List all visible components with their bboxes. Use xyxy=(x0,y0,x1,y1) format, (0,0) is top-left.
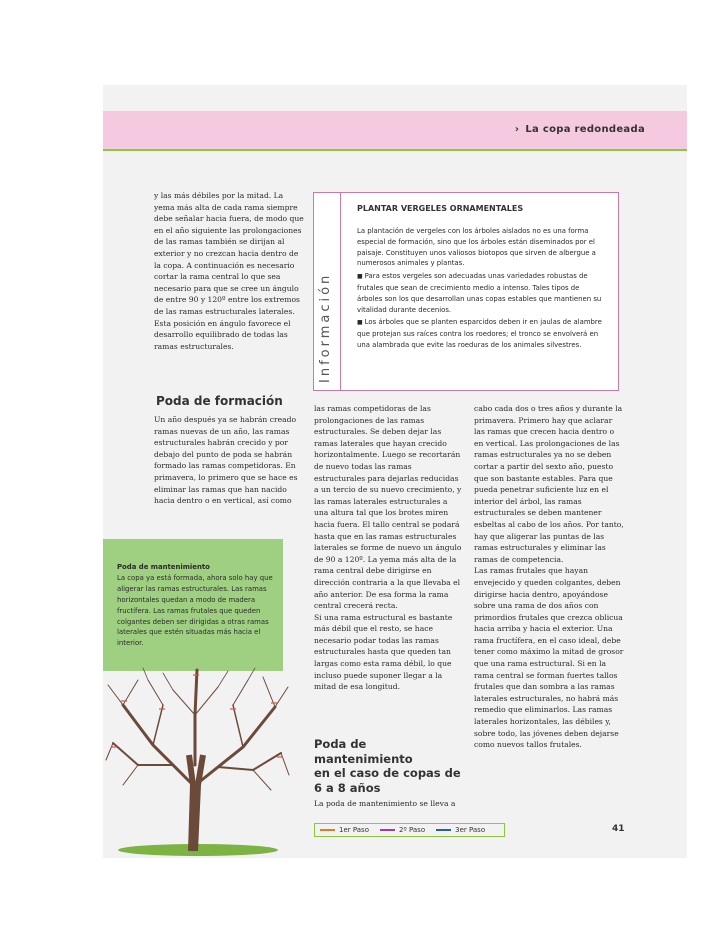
heading-line: mantenimiento xyxy=(314,751,413,766)
legend-label: 1er Paso xyxy=(339,826,369,834)
caption-box xyxy=(103,539,283,671)
formacion-paragraph: Si una rama estructural es bastante más débil que el resto, se hace necesario podar todas las ramas estructurales hasta que queden tan largas como esta rama débil, lo que incluso puede suponer llegar a la mitad de esa longitud. xyxy=(314,612,453,692)
bullet-icon: ■ xyxy=(357,273,363,281)
legend-label: 2º Paso xyxy=(399,826,426,834)
info-bullet-text: Para estos vergeles son adecuadas unas variedades robustas de frutales que sean de crecimiento medio a intenso. Tales tipos de árboles son los que desarrollan unas copas estables que mantienen su vitalidad durante decenios. xyxy=(357,272,602,314)
legend-bar xyxy=(314,823,505,837)
caption-text xyxy=(117,562,277,649)
chevron-right-icon: › xyxy=(514,124,520,135)
bullet-icon: ■ xyxy=(357,319,363,327)
info-bullet-text: Los árboles que se planten esparcidos deben ir en jaulas de alambre que protejan sus raíces contra los roedores; el tronco se envolverá en una alambrada que evite las roeduras de los animales silvestres. xyxy=(357,318,602,349)
formacion-column-2 xyxy=(314,403,462,693)
heading-poda-mantenimiento xyxy=(314,737,461,795)
legend-item xyxy=(320,826,369,834)
section-title xyxy=(515,124,645,135)
info-side-band xyxy=(314,193,341,390)
book-page xyxy=(103,85,687,858)
heading-poda-formacion: Poda de formación xyxy=(156,394,283,408)
legend-swatch xyxy=(320,829,335,831)
tree-trunk xyxy=(189,755,203,851)
heading-line: Poda de xyxy=(314,737,367,751)
legend-label: 3er Paso xyxy=(455,826,486,834)
legend-item xyxy=(380,826,425,834)
column-3-paragraph: Las ramas frutales que hayan envejecido y queden colgantes, deben dirigirse hacia dentro, apoyándose sobre una rama de dos años con primordios frutales que crezca oblicua hacia arriba y hacia el exterior. Una rama fructífera, en el caso ideal, debe tener como máximo la mitad de grosor que una rama estructural. Si en la rama central se forman fuertes tallos frutales que dan sombra a las ramas laterales estructurales, no habrá más remedio que eliminarlos. Las ramas laterales horizontales, las débiles y, sobre todo, las jóvenes deben dejarse como nuevos tallos frutales. xyxy=(474,566,624,750)
caption-body: La copa ya está formada, ahora solo hay que aligerar las ramas estructurales. Las ramas horizontales quedan a modo de madera fructífera. Las ramas frutales que queden colgantes deben ser dirigidas a otras ramas laterales que estén situadas más hacia el interior. xyxy=(117,573,273,648)
column-3 xyxy=(474,403,624,751)
column-3-paragraph: cabo cada dos o tres años y durante la primavera. Primero hay que aclarar las ramas que crecen hacia dentro o en vertical. Las prolongaciones de las ramas estructurales ya no se deben cortar a partir del sexto año, puesto que son bastante estables. Para que pueda penetrar suficiente luz en el interior del árbol, las ramas estructurales se deben mantener esbeltas al cabo de los años. Por tanto, hay que aligerar las puntas de las ramas estructurales y eliminar las ramas de competencia. xyxy=(474,404,624,564)
mantenimiento-intro xyxy=(314,798,464,810)
section-title-text: La copa redondeada xyxy=(525,124,645,135)
caption-title: Poda de mantenimiento xyxy=(117,563,210,571)
legend-item xyxy=(436,826,485,834)
page-number: 41 xyxy=(612,824,625,834)
pruned-tree-illustration xyxy=(103,665,293,858)
info-side-label: Información xyxy=(318,272,333,383)
heading-line: en el caso de copas de xyxy=(314,766,461,780)
info-bullet-item xyxy=(357,271,603,315)
legend-swatch xyxy=(380,829,395,831)
info-paragraph: La plantación de vergeles con los árboles aislados no es una forma especial de formación, sino que los árboles están diseminados por el paisaje. Constituyen unos valiosos biotopos que sirven de albergue a numerosos animales y plantas. xyxy=(357,227,596,268)
legend-swatch xyxy=(436,829,451,831)
info-text xyxy=(357,226,603,353)
info-box xyxy=(313,192,619,391)
info-title: PLANTAR VERGELES ORNAMENTALES xyxy=(357,204,524,213)
formacion-paragraph: Un año después ya se habrán creado ramas nuevas de un año, las ramas estructurales habrán crecido y por debajo del punto de poda se habrán formado las ramas competidoras. En primavera, lo primero que se hace es eliminar las ramas que han nacido hacia dentro o en vertical, así como xyxy=(154,415,298,506)
header-band xyxy=(103,111,687,151)
formacion-column-1 xyxy=(154,414,304,507)
heading-line: 6 a 8 años xyxy=(314,780,381,795)
mantenimiento-paragraph: La poda de mantenimiento se lleva a xyxy=(314,799,456,808)
info-bullet-item xyxy=(357,317,603,350)
intro-column xyxy=(154,190,304,352)
intro-paragraph: y las más débiles por la mitad. La yema más alta de cada rama siempre debe señalar hacia fuera, de modo que en el año siguiente las prolongaciones de las ramas también se dirijan al exterior y no crezcan hacia dentro de la copa. A continuación es necesario cortar la rama central lo que sea necesario para que se cree un ángulo de entre 90 y 120º entre los extremos de las ramas estructurales laterales. Esta posición en ángulo favorece el desarrollo equilibrado de todas las ramas estructurales. xyxy=(154,191,304,351)
formacion-paragraph: las ramas competidoras de las prolongaciones de las ramas estructurales. Se deben dejar las ramas laterales que hayan crecido horizontalmente. Luego se recortarán de nuevo todas las ramas estructurales para dejarlas reducidas a un tercio de su nuevo crecimiento, y las ramas laterales estructurales a una altura tal que los brotes miren hacia fuera. El tallo central se podará hasta que en las ramas estructurales laterales se forme de nuevo un ángulo de 90 a 120º. La yema más alta de la rama central debe dirigirse en dirección contraria a la que llevaba el año anterior. De esa forma la rama central crecerá recta. xyxy=(314,404,462,611)
